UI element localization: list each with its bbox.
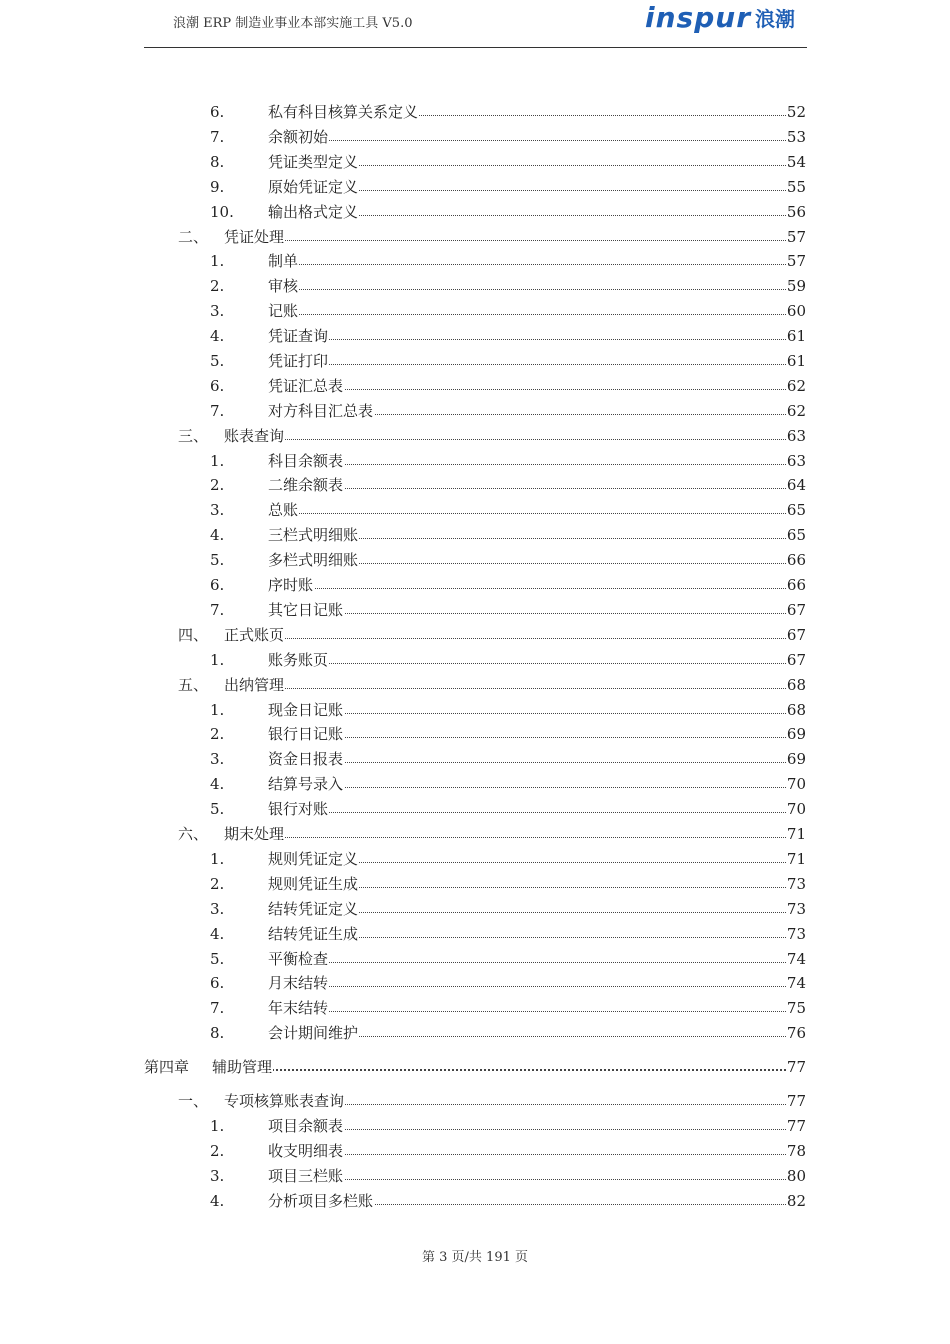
toc-entry[interactable]	[210, 202, 806, 222]
toc-entry-number: 4.	[210, 775, 225, 793]
toc-entry-title: 辅助管理	[212, 1058, 273, 1076]
toc-leader-dots	[268, 289, 786, 290]
toc-entry-page: 68	[786, 676, 806, 694]
toc-entry-number: 4.	[210, 1192, 225, 1210]
toc-entry-page: 80	[786, 1167, 806, 1185]
toc-entry-page: 62	[786, 377, 806, 395]
toc-leader-dots	[268, 713, 786, 714]
toc-entry-page: 59	[786, 277, 806, 295]
header-title: 浪潮 ERP 制造业事业本部实施工具 V5.0	[173, 16, 413, 31]
toc-entry[interactable]	[178, 675, 806, 695]
toc-entry-page: 61	[786, 352, 806, 370]
toc-entry-number: 3.	[210, 302, 225, 320]
toc-entry-page: 74	[786, 974, 806, 992]
toc-entry-title: 账务账页	[268, 651, 329, 669]
toc-entry[interactable]	[178, 625, 806, 645]
toc-entry-page: 75	[786, 999, 806, 1017]
toc-entry-page: 69	[786, 725, 806, 743]
toc-entry[interactable]	[210, 401, 806, 421]
toc-entry[interactable]	[210, 500, 806, 520]
toc-entry[interactable]	[178, 227, 806, 247]
toc-leader-dots	[268, 1179, 786, 1180]
toc-entry-number: 6.	[210, 103, 225, 121]
toc-leader-dots	[268, 1154, 786, 1155]
toc-entry-title: 月末结转	[268, 974, 329, 992]
toc-leader-dots	[268, 737, 786, 738]
toc-entry-number: 3.	[210, 501, 225, 519]
toc-entry[interactable]	[210, 924, 806, 944]
toc-entry[interactable]	[210, 550, 806, 570]
toc-leader-dots	[268, 812, 786, 813]
toc-entry-page: 53	[786, 128, 806, 146]
toc-entry-number: 7.	[210, 402, 225, 420]
toc-entry[interactable]	[210, 849, 806, 869]
toc-entry-title: 银行日记账	[268, 725, 344, 743]
toc-entry-page: 70	[786, 775, 806, 793]
toc-entry[interactable]	[210, 949, 806, 969]
toc-entry-page: 62	[786, 402, 806, 420]
toc-entry-page: 57	[786, 228, 806, 246]
toc-leader-dots	[268, 762, 786, 763]
toc-entry-title: 输出格式定义	[268, 203, 359, 221]
toc-entry-title: 会计期间维护	[268, 1024, 359, 1042]
toc-entry-number: 9.	[210, 178, 225, 196]
toc-entry-number: 三、	[178, 427, 209, 445]
toc-entry-number: 3.	[210, 1167, 225, 1185]
toc-entry-title: 项目余额表	[268, 1117, 344, 1135]
toc-entry-title: 结转凭证生成	[268, 925, 359, 943]
toc-entry[interactable]	[210, 451, 806, 471]
toc-entry-title: 三栏式明细账	[268, 526, 359, 544]
toc-entry-page: 67	[786, 626, 806, 644]
toc-entry-number: 5.	[210, 352, 225, 370]
toc-entry-number: 1.	[210, 701, 225, 719]
toc-entry-page: 73	[786, 900, 806, 918]
toc-entry-title: 凭证查询	[268, 327, 329, 345]
toc-entry[interactable]	[210, 774, 806, 794]
toc-entry-title: 凭证类型定义	[268, 153, 359, 171]
toc-entry-title: 多栏式明细账	[268, 551, 359, 569]
toc-leader-dots	[268, 962, 786, 963]
toc-entry-number: 1.	[210, 651, 225, 669]
toc-entry-number: 3.	[210, 900, 225, 918]
toc-entry-page: 82	[786, 1192, 806, 1210]
toc-entry-page: 57	[786, 252, 806, 270]
toc-leader-dots	[268, 588, 786, 589]
toc-entry-number: 6.	[210, 974, 225, 992]
toc-entry[interactable]	[210, 525, 806, 545]
toc-entry-title: 凭证汇总表	[268, 377, 344, 395]
toc-entry-page: 70	[786, 800, 806, 818]
toc-entry-number: 2.	[210, 476, 225, 494]
toc-entry-page: 66	[786, 551, 806, 569]
toc-entry[interactable]	[210, 724, 806, 744]
toc-entry-number: 7.	[210, 128, 225, 146]
toc-entry-page: 55	[786, 178, 806, 196]
toc-entry-number: 五、	[178, 676, 209, 694]
toc-entry[interactable]	[178, 426, 806, 446]
toc-entry[interactable]	[210, 1116, 806, 1136]
toc-entry-title: 规则凭证生成	[268, 875, 359, 893]
toc-entry[interactable]	[210, 650, 806, 670]
toc-entry[interactable]	[210, 700, 806, 720]
toc-entry-title: 期末处理	[224, 825, 285, 843]
toc-entry[interactable]	[210, 326, 806, 346]
toc-leader-dots	[268, 986, 786, 987]
toc-entry-title: 二维余额表	[268, 476, 344, 494]
toc-entry-page: 65	[786, 526, 806, 544]
toc-entry[interactable]	[210, 749, 806, 769]
toc-entry-title: 凭证处理	[224, 228, 285, 246]
toc-entry-number: 1.	[210, 850, 225, 868]
toc-entry-page: 69	[786, 750, 806, 768]
toc-entry[interactable]	[210, 376, 806, 396]
toc-entry-number: 一、	[178, 1092, 209, 1110]
toc-entry-page: 73	[786, 875, 806, 893]
toc-entry-number: 第四章	[144, 1058, 190, 1076]
toc-entry-title: 对方科目汇总表	[268, 402, 374, 420]
toc-entry[interactable]	[210, 152, 806, 172]
toc-entry-number: 1.	[210, 1117, 225, 1135]
toc-entry-page: 66	[786, 576, 806, 594]
toc-entry-page: 54	[786, 153, 806, 171]
toc-entry-title: 结算号录入	[268, 775, 344, 793]
toc-entry[interactable]	[210, 351, 806, 371]
toc-entry-number: 2.	[210, 725, 225, 743]
toc-entry-title: 专项核算账表查询	[224, 1092, 345, 1110]
toc-leader-dots	[268, 613, 786, 614]
toc-entry-page: 71	[786, 825, 806, 843]
toc-entry[interactable]	[210, 600, 806, 620]
toc-entry[interactable]	[210, 874, 806, 894]
toc-entry-title: 规则凭证定义	[268, 850, 359, 868]
toc-entry-title: 正式账页	[224, 626, 285, 644]
toc-entry[interactable]	[210, 575, 806, 595]
toc-entry-number: 8.	[210, 153, 225, 171]
toc-entry-page: 77	[786, 1117, 806, 1135]
toc-entry-page: 56	[786, 203, 806, 221]
toc-entry-page: 68	[786, 701, 806, 719]
toc-entry[interactable]	[210, 899, 806, 919]
inspur-logo	[645, 0, 795, 34]
toc-entry-title: 资金日报表	[268, 750, 344, 768]
toc-leader-dots	[224, 837, 786, 838]
toc-entry-number: 六、	[178, 825, 209, 843]
toc-entry-page: 74	[786, 950, 806, 968]
toc-entry-title: 平衡检查	[268, 950, 329, 968]
toc-entry-page: 67	[786, 601, 806, 619]
toc-entry-number: 4.	[210, 327, 225, 345]
toc-entry[interactable]	[210, 1141, 806, 1161]
page-footer: 第 3 页/共 191 页	[422, 1250, 528, 1265]
toc-leader-dots	[268, 364, 786, 365]
toc-leader-dots	[268, 1011, 786, 1012]
toc-entry-page: 65	[786, 501, 806, 519]
toc-entry-number: 2.	[210, 875, 225, 893]
toc-entry-number: 4.	[210, 925, 225, 943]
toc-entry-page: 60	[786, 302, 806, 320]
toc-entry-title: 分析项目多栏账	[268, 1192, 374, 1210]
toc-entry-number: 2.	[210, 1142, 225, 1160]
toc-leader-dots	[268, 264, 786, 265]
toc-leader-dots	[268, 1129, 786, 1130]
toc-leader-dots	[268, 787, 786, 788]
toc-entry[interactable]	[210, 998, 806, 1018]
toc-leader-dots	[268, 464, 786, 465]
toc-entry-number: 1.	[210, 252, 225, 270]
toc-entry-number: 四、	[178, 626, 209, 644]
toc-entry-title: 原始凭证定义	[268, 178, 359, 196]
toc-entry-page: 77	[786, 1092, 806, 1110]
toc-leader-dots	[268, 513, 786, 514]
toc-entry-title: 余额初始	[268, 128, 329, 146]
toc-entry-page: 63	[786, 427, 806, 445]
toc-entry[interactable]	[178, 824, 806, 844]
toc-entry[interactable]	[210, 1166, 806, 1186]
toc-entry-number: 4.	[210, 526, 225, 544]
toc-entry-title: 收支明细表	[268, 1142, 344, 1160]
toc-entry-title: 科目余额表	[268, 452, 344, 470]
toc-leader-dots	[224, 688, 786, 689]
toc-leader-dots	[268, 389, 786, 390]
toc-leader-dots	[268, 314, 786, 315]
toc-entry[interactable]	[210, 973, 806, 993]
toc-entry-title: 制单	[268, 252, 299, 270]
toc-leader-dots	[268, 339, 786, 340]
toc-entry[interactable]	[210, 177, 806, 197]
toc-entry-title: 账表查询	[224, 427, 285, 445]
toc-entry[interactable]	[210, 127, 806, 147]
toc-entry-number: 6.	[210, 377, 225, 395]
toc-entry-title: 审核	[268, 277, 299, 295]
toc-entry-title: 其它日记账	[268, 601, 344, 619]
toc-entry-page: 52	[786, 103, 806, 121]
toc-entry-title: 序时账	[268, 576, 314, 594]
toc-entry-page: 64	[786, 476, 806, 494]
toc-entry-title: 银行对账	[268, 800, 329, 818]
toc-entry-page: 61	[786, 327, 806, 345]
toc-entry-page: 71	[786, 850, 806, 868]
toc-entry-number: 5.	[210, 950, 225, 968]
toc-entry[interactable]	[210, 1023, 806, 1043]
toc-entry[interactable]	[210, 301, 806, 321]
toc-entry-page: 67	[786, 651, 806, 669]
toc-leader-dots	[224, 240, 786, 241]
toc-entry-page: 76	[786, 1024, 806, 1042]
toc-leader-dots	[212, 1069, 786, 1071]
toc-leader-dots	[224, 638, 786, 639]
toc-entry[interactable]	[210, 251, 806, 271]
toc-leader-dots	[268, 488, 786, 489]
toc-entry-number: 1.	[210, 452, 225, 470]
toc-entry-title: 年末结转	[268, 999, 329, 1017]
logo-cn-text: 浪潮	[755, 6, 795, 31]
toc-leader-dots	[268, 663, 786, 664]
toc-entry-title: 总账	[268, 501, 299, 519]
toc-entry[interactable]	[210, 102, 806, 122]
toc-entry-title: 现金日记账	[268, 701, 344, 719]
toc-entry-number: 7.	[210, 601, 225, 619]
toc-entry[interactable]	[210, 475, 806, 495]
toc-entry-page: 63	[786, 452, 806, 470]
toc-entry-number: 5.	[210, 551, 225, 569]
logo-text: inspur	[645, 0, 751, 34]
toc-entry-number: 3.	[210, 750, 225, 768]
toc-entry-title: 凭证打印	[268, 352, 329, 370]
toc-entry-number: 2.	[210, 277, 225, 295]
toc-entry[interactable]	[210, 799, 806, 819]
toc-entry-title: 出纳管理	[224, 676, 285, 694]
toc-entry-page: 78	[786, 1142, 806, 1160]
toc-entry-number: 7.	[210, 999, 225, 1017]
toc-entry-page: 77	[786, 1058, 806, 1076]
toc-entry-title: 私有科目核算关系定义	[268, 103, 419, 121]
toc-entry-title: 项目三栏账	[268, 1167, 344, 1185]
toc-entry-page: 73	[786, 925, 806, 943]
toc-entry-number: 5.	[210, 800, 225, 818]
toc-entry-number: 10.	[210, 203, 234, 221]
toc-entry[interactable]	[210, 1191, 806, 1211]
toc-entry-title: 结转凭证定义	[268, 900, 359, 918]
toc-leader-dots	[224, 439, 786, 440]
toc-entry-number: 8.	[210, 1024, 225, 1042]
page-header	[144, 0, 807, 48]
toc-entry[interactable]	[144, 1057, 806, 1077]
toc-entry-number: 二、	[178, 228, 209, 246]
toc-entry[interactable]	[178, 1091, 806, 1111]
toc-entry[interactable]	[210, 276, 806, 296]
toc-entry-title: 记账	[268, 302, 299, 320]
toc-leader-dots	[268, 140, 786, 141]
toc-entry-number: 6.	[210, 576, 225, 594]
